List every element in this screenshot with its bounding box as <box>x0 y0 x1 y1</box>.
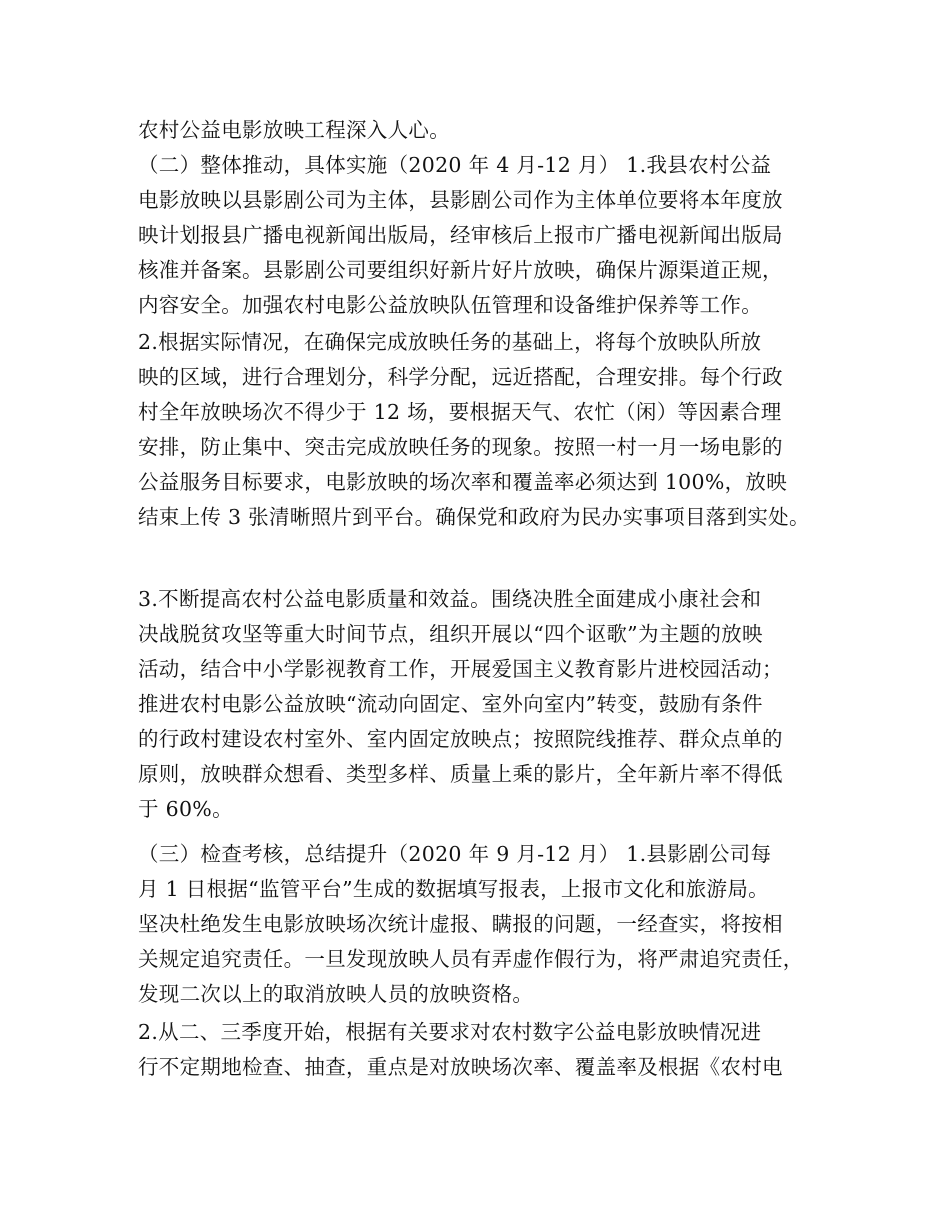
text-line: （二）整体推动，具体实施（2020 年 4 月-12 月） 1.我县农村公益 <box>138 153 772 177</box>
text-line: 行不定期地检查、抽查，重点是对放映场次率、覆盖率及根据《农村电 <box>138 1055 783 1079</box>
text-line: 月 1 日根据“监管平台”生成的数据填写报表，上报市文化和旅游局。 <box>138 877 769 901</box>
text-line: 村全年放映场次不得少于 12 场，要根据天气、农忙（闲）等因素合理 <box>138 400 782 424</box>
text-line: 结束上传 3 张清晰照片到平台。确保党和政府为民办实事项目落到实处。 <box>138 505 810 529</box>
text-line: 2.根据实际情况，在确保完成放映任务的基础上，将每个放映队所放 <box>138 330 762 354</box>
text-line: 核准并备案。县影剧公司要组织好新片好片放映，确保片源渠道正规， <box>138 258 783 282</box>
text-line: 发现二次以上的取消放映人员的放映资格。 <box>138 982 534 1006</box>
text-line: 坚决杜绝发生电影放映场次统计虚报、瞒报的问题，一经查实，将按相 <box>138 912 783 936</box>
text-line: 公益服务目标要求，电影放映的场次率和覆盖率必须达到 100%，放映 <box>138 470 788 494</box>
text-line: 于 60%。 <box>138 797 233 821</box>
text-line: 活动，结合中小学影视教育工作，开展爱国主义教育影片进校园活动； <box>138 657 783 681</box>
text-line: 安排，防止集中、突击完成放映任务的现象。按照一村一月一场电影的 <box>138 435 783 459</box>
text-line: 映的区域，进行合理划分，科学分配，远近搭配，合理安排。每个行政 <box>138 365 783 389</box>
text-line: 原则，放映群众想看、类型多样、质量上乘的影片，全年新片率不得低 <box>138 762 783 786</box>
text-line: 农村公益电影放映工程深入人心。 <box>138 118 450 142</box>
text-line: 映计划报县广播电视新闻出版局，经审核后上报市广播电视新闻出版局 <box>138 223 783 247</box>
text-line: 的行政村建设农村室外、室内固定放映点；按照院线推荐、群众点单的 <box>138 727 783 751</box>
text-line: 推进农村电影公益放映“流动向固定、室外向室内”转变，鼓励有条件 <box>138 692 763 716</box>
text-line: （三）检查考核，总结提升（2020 年 9 月-12 月） 1.县影剧公司每 <box>138 842 772 866</box>
text-line: 电影放映以县影剧公司为主体，县影剧公司作为主体单位要将本年度放 <box>138 188 783 212</box>
text-line: 关规定追究责任。一旦发现放映人员有弄虚作假行为，将严肃追究责任， <box>138 947 804 971</box>
text-line: 决战脱贫攻坚等重大时间节点，组织开展以“四个讴歌”为主题的放映 <box>138 622 763 646</box>
text-line: 3.不断提高农村公益电影质量和效益。围绕决胜全面建成小康社会和 <box>138 587 762 611</box>
text-line: 2.从二、三季度开始，根据有关要求对农村数字公益电影放映情况进 <box>138 1020 762 1044</box>
text-line: 内容安全。加强农村电影公益放映队伍管理和设备维护保养等工作。 <box>138 293 762 317</box>
